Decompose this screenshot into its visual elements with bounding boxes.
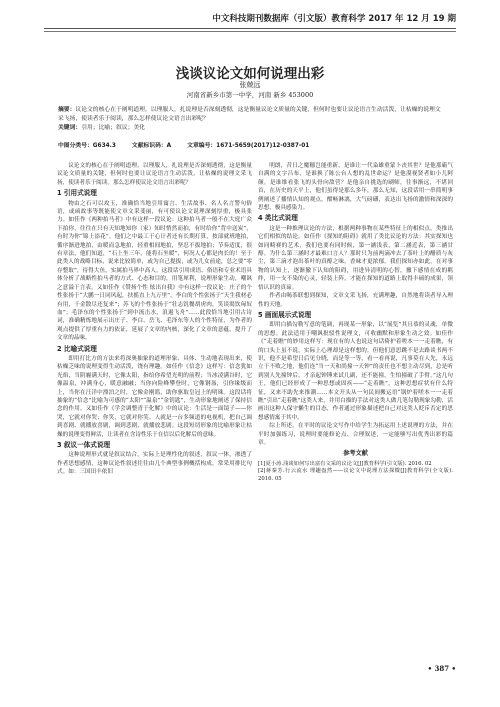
doc-code: 文献标识码：A <box>131 143 172 149</box>
section-heading: 5 画面展示式说理 <box>258 310 312 319</box>
reference-item: [2]蒋秦芳.行云流水 理趣盎然——议论文中说理方法探微[J]教育科学(全文版). 2016. 05 <box>258 468 453 482</box>
body-paragraph: 物由之石可以攻玉，准确恰当地引用寓言、生活故事、名人名言警句俗语，或函故事等既能使文章文采斐丽，有可使议论文说理深刻厚重，极具张力。如佳作《两种拍马者》中有这样一段议论：这种拍马者一般不在大庭广众下拍你，往往在只有天知地知你（家）知时悄然而拍，有时给你“背中送炭”，有时为你“锦上添花”。他们之中最工于心计者还有长期打算，按部就班地拍，循序渐进地拍，由暖而急地拍，轻重相间地拍，坚忍不拔地拍；节奏适度，很有章法，他们知道，“石上坐三年，能将石坐暖”，何况人心都是肉长的！至于此类人的战略目标，说来比较简单，或为自己提拔，或为儿女前途，总之要“零存整取”，待得大鱼，实属拍马界中高人。这段话引用成语、俗语和专业术语具体分析了战略性拍马者的方式、心态和目的，用笔犀利，说理形象生动，嘲讽之意溢于言表。又如佳作《赞扬个性 炫出自我》中有这样一段议论：庄子的个性张扬于“大鹏一日同风起，扶摇直上九万里”，李白的个性张扬于“天生我材必有用，千金散尽还复来”；苏飞的个性张扬于“壮志饥餐胡虏肉，笑谈渴饮匈奴血”；毛泽东的个性张扬于“到中流击水，浪遏飞舟”……此段恰当地引用古诗词，准确精炼地展示出庄子、李白、岳飞、毛泽东等人的个性特征，为作者的观点提供了厚重有力的依证，延展了文章的内核，深化了文章的意蕴，提升了文章的品味。 <box>57 200 252 342</box>
author-affiliation: 河南省新乡市第一中学，河南 新乡 453000 <box>186 91 314 99</box>
section-heading: 4 类比式说理 <box>258 214 298 223</box>
keywords-text: 引用；比喻；叙议；美化 <box>81 125 145 131</box>
body-paragraph: 综上所述，在平时的议论文写作中给学生为拓运用上述说理的方法，并在平时加强练习，说理时要能修论点、合理叙述，一定能够写出优秀出彩的篇章。 <box>258 423 453 446</box>
article-number: 文章编号：1671-5659(2017)12-0387-01 <box>187 143 310 149</box>
section-heading: 3 叙议一体式说理 <box>57 441 111 449</box>
right-column <box>258 162 453 484</box>
references-heading: 参考文献 <box>343 450 368 458</box>
body-paragraph: 作者由喝茶联想到探知，文章文采飞扬，充满理趣，自然地将读者导入理性的天地。 <box>258 293 453 308</box>
body-paragraph: 这种说理形式就是叙议结合，实际上是理性化的叙述，叙议一体，渗透了作者思想感情，这种议论性叙述往往由几个典型事例概括构成，常采用排比句式。如：三国田丰依旧 <box>57 452 252 476</box>
page-number: • 387 • <box>427 664 456 673</box>
reference-item: [1]夏小涛.浅谈如何写出富有文采的议论文[J]教育科学(引文版). 2016. 02 <box>258 460 432 467</box>
body-paragraph: 这是一种推理议论的方法，根据两种事物在某些特征上的相似点，类推出它们相似的结论。如佳作《探知的阻碍》就用了类比议论的方法：其实探知也如同畸赛的艺术，我们也要有同时候，第一涵浅表，第二涵近表，第三涵甘醇。为什么第三涵时才最难口言人？那时只为前两滴冲去了茶叶上的醋质与灰尘，第三滴才泡出茶叶的真醇之味。香味才更浓郁。我们探知亦如此。在对事物的认知上，逐渐撤下认知的阻碍，用进异清明的心智，撤下感情在成的羁绊，用一支不染的心灵，轻装上阵，才能在探知的道路上取得丰硕的成果，领悟认识的真谛。 <box>258 225 453 291</box>
body-paragraph: 议论文的核心在于阐明道理，以理服人，扎说理是否深刻透彻，这是衡量议论文质量的关键，但何时也要让议论语言生动活泼，让枯燥的说理文采飞扬，使读者乐于阅读。那么怎样使议论文语言出彩呢？ <box>57 163 252 186</box>
article-meta <box>58 142 442 151</box>
abstract-label: 摘要： <box>58 107 76 113</box>
left-column <box>57 162 252 477</box>
body-paragraph: 即用白描勾勒写意的笔调，再现某一形象，以“展览”其且恭的灵魂，单微的思想。此法适用于嘲讽批驳性说理文，可收幽默和形象生动之效。如佳作《“走着瞧”的妙用这样写：现在有的人也说这句话倚护着嗟本一一走着瞧，有的口头上虽不说，实际上心理却是这样想的。但他们意思跳不是去路谈书两不识，他不是希望日后见分晓，而是等一等，看一看再说，凡事莫在人先，永远立于不败之地，他们连“当一天和尚撞一天钟”的责任也不想主动尽到，总是听到别人先撞钟后，才亲起钟锤来试几副，还不能撞，生怕撞破了手臂。”这几句王，他们已经形成了一种思想或固疾——“走着瞧”。这种思想症状有什么特征，又来不助先来推潮……本文开头从一句民间搬运语“锅炉着嗟本一一走着瞧”引出“走着瞧”这类人来，并用白描的手法对这类人做几笔勾勒现象勾勒，活画出这种人保守懒生的目态，作者通过形象描述把自己对这类人贬斥否定的思想感情寓于其中。 <box>258 322 453 421</box>
body-paragraph: 明朗，昔日之魔穗岂能重新，是谁让一代枭雄重蒙卜丧其世？是他那霸气自满的文字吕布，是谁换了陈公台人想的乱世命运？是他漠视贤者如小儿阿颠。是谁维看张飞的头骨向敌营？是他亲自挑选的刷师，往事渐远，不堪回首，在历史的天平上，他们虽得是那么多年，那么无知，这段话用一串简明事例阐述了播情认知的观点，酣畅淋漓，大气磅礴，表达出飞扬的激情和深深的思想，极具感染力。 <box>258 163 453 212</box>
keywords-label: 关键词： <box>58 125 82 131</box>
abstract-text: 议论文的核心在于阐明道理，以理服人，扎说理是否深刻透彻，这是衡量议论文质量的关键，但何时也要让议论语言生动活泼，让枯燥的说理文采飞扬，使读者乐于阅读，那么怎样使议论文语言出彩呢？ <box>58 107 441 122</box>
body-paragraph: 即用打比方的方法来将深奥抽象的道理形象、具体、生动地表现出来，使枯燥乏味的说理变得生动活泼，饶有理趣。如佳作《信念》这样写：信念犹如光焰，当阴霾满天时，它像太阳，指给你希望光明的前程；当冰凌满谷时，它像温泉，冲满身心，暖意融融；当你向险峰攀登时，它像钢盔，引你缘级而上，当你在汪洋中漂泊之时，它像金刚篮，助你驱取皇冠上的明珠。这段话将抽象的“信念”比喻为可感的“太阳”“温泉”“金钥匙”，生动形象地阐述了保持信念的作用。又如佳作《学会调整青于化解》中的议论：生活是一面镜子——你哭，它就对你哭；你笑，它就对你笑。人就是一台多频道的电视机，把自己调到喜剧、就播放喜剧，调到悲剧，就播放悲剧。这段短切形象的比喻形象让枯燥的说理变得鲜活，让读者在含诗性乐于在信以后化解后的意味。 <box>57 355 252 438</box>
clc-number: 中图分类号：G634.3 <box>58 143 116 149</box>
author-name: 张兢远 <box>239 81 261 89</box>
section-heading: 2 比喻式说理 <box>57 344 97 353</box>
section-heading: 1 引用式说理 <box>57 189 97 198</box>
abstract <box>58 106 442 133</box>
article-title: 浅谈议论文如何说理出彩 <box>175 66 325 82</box>
journal-header: 中文科技期刊数据库（引文版）教育科学 2017 年 12 月 19 期 <box>44 12 456 29</box>
